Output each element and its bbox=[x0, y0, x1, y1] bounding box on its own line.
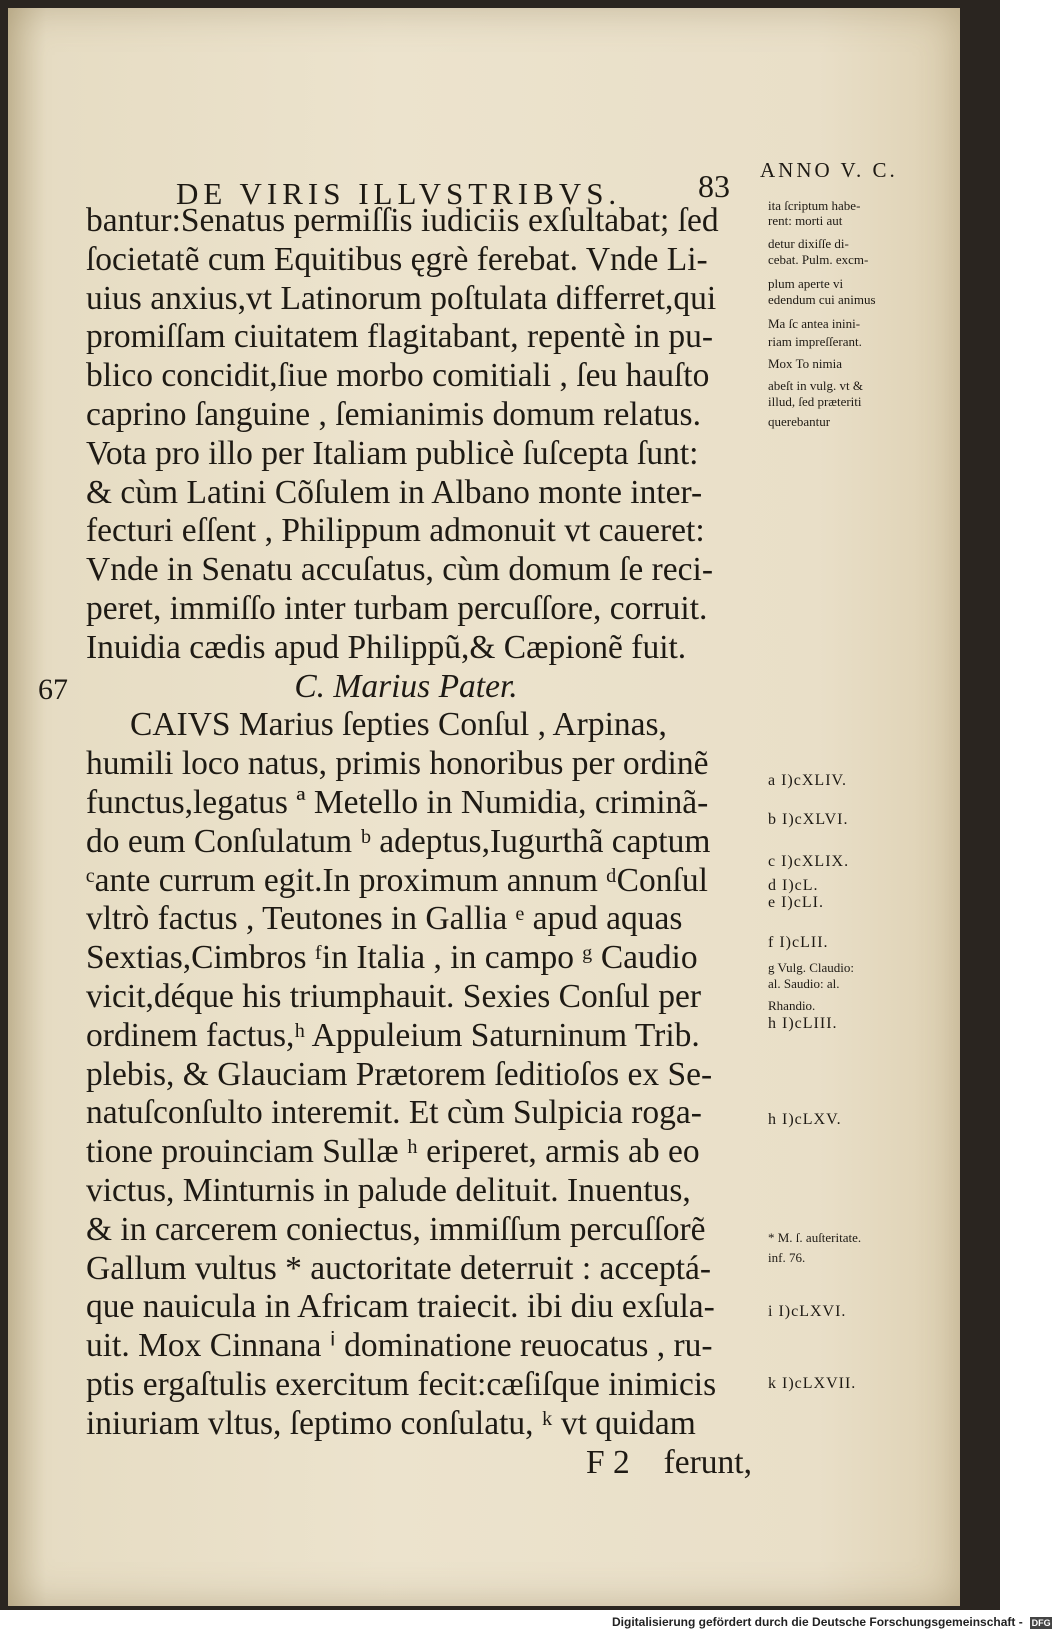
text-line: Vota pro illo per Italiam publicè ſuſcepta ſunt: bbox=[86, 434, 699, 472]
margin-note: rent: morti aut bbox=[768, 213, 843, 228]
margin-note-h: h I)cLXV. bbox=[768, 1111, 842, 1128]
text-line: & cùm Latini Cõſulem in Albano monte inter- bbox=[86, 473, 703, 511]
margin-note-c: c I)cXLIX. bbox=[768, 853, 850, 870]
text-line: Vnde in Senatu accuſatus, cùm domum ſe reci- bbox=[86, 551, 713, 589]
dfg-logo-icon: DFG bbox=[1031, 1617, 1051, 1628]
book-page bbox=[8, 8, 960, 1606]
text-line: victus, Minturnis in palude delituit. Inuentus, bbox=[86, 1171, 691, 1209]
margin-note-k: k I)cLXVII. bbox=[768, 1375, 857, 1392]
year-label: ANNO V. C. bbox=[760, 158, 898, 182]
text-line: Gallum vultus * auctoritate deterruit : acceptá- bbox=[86, 1249, 712, 1287]
text-line: ᶜante currum egit.In proximum annum ᵈConſul bbox=[86, 861, 708, 899]
margin-note-b: b I)cXLVI. bbox=[768, 811, 849, 828]
text-line: uius anxius,vt Latinorum poſtulata differret,qui bbox=[86, 279, 717, 317]
margin-note-g: al. Saudio: al. bbox=[768, 976, 840, 991]
margin-note-e: e I)cLI. bbox=[768, 894, 824, 911]
margin-note-f: f I)cLII. bbox=[768, 934, 829, 951]
margin-note-d: d I)cL. bbox=[768, 877, 819, 894]
margin-note-g: g Vulg. Claudio: bbox=[768, 960, 855, 975]
text-line: humili loco natus, primis honoribus per ordinẽ bbox=[86, 745, 709, 783]
catchword: ferunt, bbox=[663, 1443, 752, 1481]
text-line: plebis, & Glauciam Prætorem ſeditioſos ex Se- bbox=[86, 1055, 713, 1093]
margin-note-h: h I)cLIII. bbox=[768, 1015, 838, 1032]
margin-note: ita ſcriptum habe- bbox=[768, 198, 861, 213]
text-line: ſocietatẽ cum Equitibus ęgrè ferebat. Vnde Li- bbox=[86, 240, 708, 278]
text-line: que nauicula in Africam traiecit. ibi diu exſula- bbox=[86, 1288, 715, 1326]
margin-note: cebat. Pulm. excm- bbox=[768, 252, 869, 267]
margin-note: Mox To nimia bbox=[768, 356, 842, 371]
text-line: CAIVS Marius ſepties Conſul , Arpinas, bbox=[130, 706, 667, 744]
text-line: functus,legatus ª Metello in Numidia, criminã- bbox=[86, 783, 709, 821]
margin-note-star: * M. ſ. auſteritate. bbox=[768, 1230, 862, 1245]
text-line: vltrò factus , Teutones in Gallia ᵉ apud aquas bbox=[86, 900, 683, 938]
text-line: iniuriam vltus, ſeptimo conſulatu, ᵏ vt quidam bbox=[86, 1404, 696, 1442]
text-body bbox=[86, 202, 766, 1482]
text-line: vicit,déque his triumphauit. Sexies Conſul per bbox=[86, 977, 702, 1015]
text-line: tione prouinciam Sullæ ʰ eriperet, armis ab eo bbox=[86, 1133, 700, 1171]
margin-note: plum aperte vi bbox=[768, 276, 844, 291]
text-line: & in carcerem coniectus, immiſſum percuſſorẽ bbox=[86, 1210, 706, 1248]
text-line: peret, immiſſo inter turbam percuſſore, corruit. bbox=[86, 589, 708, 627]
chapter-number: 67 bbox=[38, 673, 68, 706]
text-line: Inuidia cædis apud Philippũ,& Cæpionẽ fuit. bbox=[86, 628, 687, 666]
text-line: Sextias,Cimbros ᶠin Italia , in campo ᵍ Caudio bbox=[86, 939, 698, 977]
margin-note-star: inf. 76. bbox=[768, 1250, 806, 1265]
running-head: DE VIRIS ILLVSTRIBVS. bbox=[176, 176, 622, 211]
text-line: bantur:Senatus permiſſis iudiciis exſultabat; ſed bbox=[86, 202, 719, 239]
text-line: do eum Conſulatum ᵇ adeptus,Iugurthã captum bbox=[86, 822, 711, 860]
text-line: caprino ſanguine , ſemianimis domum relatus. bbox=[86, 395, 701, 433]
margin-note: detur dixiſſe di- bbox=[768, 236, 849, 251]
margin-note: abeſt in vulg. vt & bbox=[768, 378, 863, 393]
margin-note-i: i I)cLXVI. bbox=[768, 1303, 847, 1320]
funding-footer bbox=[612, 1615, 1052, 1629]
page-number: 83 bbox=[698, 168, 730, 204]
signature-mark: F 2 bbox=[586, 1443, 630, 1481]
margin-note: riam impreſſerant. bbox=[768, 334, 862, 349]
text-line: natuſconſulto interemit. Et cùm Sulpicia roga- bbox=[86, 1094, 702, 1132]
text-line: ordinem factus,ʰ Appuleium Saturninum Trib. bbox=[86, 1016, 700, 1054]
text-line: promiſſam ciuitatem flagitabant, repentè in pu- bbox=[86, 318, 713, 356]
funding-text: Digitalisierung gefördert durch die Deutsche Forschungsgemeinschaft - bbox=[612, 1615, 1023, 1629]
margin-note-a: a I)cXLIV. bbox=[768, 772, 848, 789]
section-title: C. Marius Pater. bbox=[294, 667, 518, 705]
margin-note-g: Rhandio. bbox=[768, 998, 816, 1013]
text-line: blico concidit,ſiue morbo comitiali , ſeu hauſto bbox=[86, 357, 710, 395]
margin-note: Ma ſc antea inini- bbox=[768, 316, 861, 331]
text-line: fecturi eſſent , Philippum admonuit vt caueret: bbox=[86, 512, 705, 550]
text-line: uit. Mox Cinnana ⁱ dominatione reuocatus , ru- bbox=[86, 1327, 713, 1365]
margin-note: illud, ſed præteriti bbox=[768, 394, 862, 409]
margin-note: querebantur bbox=[768, 414, 831, 429]
catchword-line bbox=[86, 1444, 766, 1483]
text-line: ptis ergaſtulis exercitum fecit:cæſiſque inimicis bbox=[86, 1365, 717, 1403]
margin-note: edendum cui animus bbox=[768, 292, 876, 307]
